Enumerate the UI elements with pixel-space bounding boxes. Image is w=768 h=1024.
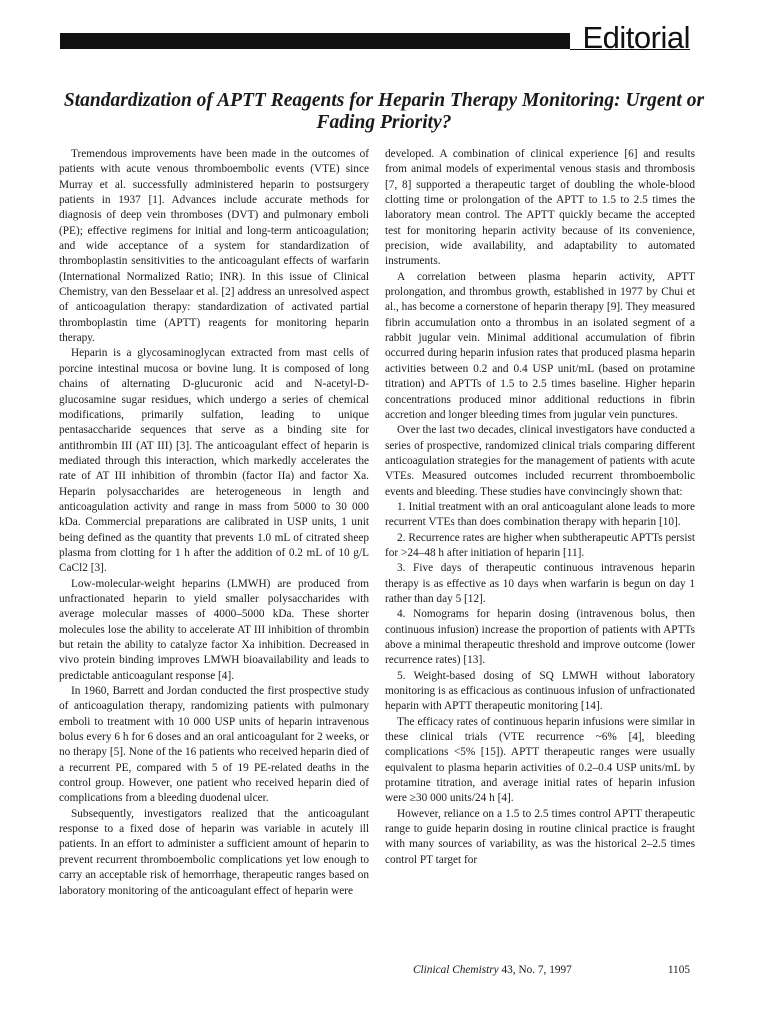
- header-bar: [60, 33, 570, 49]
- paragraph: Tremendous improvements have been made in the outcomes of patients with acute venous thromboembolic events (VTE) since Murray et al. successfully administered heparin to postsurgery patients in 1937 [1]. Advances include accurate methods for diagnosis of deep vein thromboses (DVT) and pulmonary emboli (PE); effective regimens for initial and long-term anticoagulation; and wide acceptance of a system for standardization of thromboplastin sensitivities to the anticoagulant effects of warfarin (International Normalized Ratio; INR). In this issue of Clinical Chemistry, van den Besselaar et al. [2] address an unresolved aspect of anticoagulation therapy: standardization of activated partial thromboplastin time (APTT) reagents for monitoring heparin therapy.: [59, 148, 369, 345]
- left-column: [59, 147, 369, 899]
- paragraph: Low-molecular-weight heparins (LMWH) are produced from unfractionated heparin to yield smaller polysaccharides with average molecular masses of 4000–5000 kDa. These shorter molecules lose the ability to accelerate AT III inhibition of thrombin but retain the ability to catalyze factor Xa inhibition. Decreased in vivo protein binding improves LMWH bioavailability and leads to predictable anticoagulant response [4].: [59, 577, 369, 682]
- list-item: 4. Nomograms for heparin dosing (intravenous bolus, then continuous infusion) increase the proportion of patients with APTTs above a minimal therapeutic threshold and improve outcome (lower recurrence rates) [13].: [385, 608, 695, 667]
- paragraph: Heparin is a glycosaminoglycan extracted from mast cells of porcine intestinal mucosa or bovine lung. It is composed of long chains of alternating D-glucuronic acid and N-acetyl-D-glucosamine sugar residues, which undergo a series of chemical modifications, primarily sulfation, leading to unique pentasaccharide sequences that serve as a binding site for antithrombin III (AT III) [3]. The anticoagulant effect of heparin is mediated through this interaction, which markedly accelerates the rate of AT III inhibition of thrombin (factor IIa) and factor Xa. Heparin polysaccharides are heterogeneous in length and anticoagulation activity and range in mass from 5000 to 30 000 kDa. Commercial preparations are calibrated in USP units, 1 unit being defined as the quantity that prevents 1.0 mL of citrated sheep plasma from clotting for 1 h after the addition of 0.2 mL of 10 g/L CaCl2 [3].: [59, 347, 369, 575]
- list-item: 2. Recurrence rates are higher when subtherapeutic APTTs persist for >24–48 h after initiation of heparin [11].: [385, 531, 695, 559]
- list-item: 1. Initial treatment with an oral anticoagulant alone leads to more recurrent VTEs than does combination therapy with heparin [10].: [385, 500, 695, 529]
- article-title: Standardization of APTT Reagents for Heparin Therapy Monitoring: Urgent or Fading Priority?: [63, 90, 705, 133]
- list-item: 5. Weight-based dosing of SQ LMWH without laboratory monitoring is as efficacious as continuous infusion of unfractionated heparin with APTT therapeutic monitoring [14].: [385, 669, 695, 713]
- list-item: 3. Five days of therapeutic continuous intravenous heparin therapy is as effective as 10 days when warfarin is begun on day 1 rather than day 5 [12].: [385, 562, 695, 605]
- paragraph: The efficacy rates of continuous heparin infusions were similar in these clinical trials (VTE recurrence ~6% [4], bleeding complications <5% [15]). APTT therapeutic ranges were usually equivalent to plasma heparin activities of 0.2–0.4 USP units/mL by protamine titration, and average initial rates of heparin infusion were ≥30 000 units/24 h [4].: [385, 715, 695, 805]
- paragraph: Over the last two decades, clinical investigators have conducted a series of prospective, randomized clinical trials comparing different anticoagulation strategies for the management of patients with acute VTEs. Measured outcomes included recurrent thromboembolic events and bleeding. These studies have convincingly shown that:: [385, 424, 695, 498]
- paragraph: A correlation between plasma heparin activity, APTT prolongation, and thrombus growth, established in 1977 by Chui et al., has become a cornerstone of heparin therapy [9]. They measured fibrin accumulation onto a thrombus in an isolated segment of a rabbit jugular vein. Minimal additional accumulation of fibrin occurred during heparin infusion rates that produced plasma heparin activities between 0.2 and 0.4 USP unit/mL (based on protamine titration) and APTTs of 1.5 to 2.5 times baseline. Higher heparin concentrations produced minor additional reductions in fibrin accretion and longer bleeding times from jugular vein punctures.: [385, 270, 695, 421]
- page-number: 1105: [667, 964, 690, 976]
- footer-citation: [413, 964, 572, 976]
- paragraph: Subsequently, investigators realized that the anticoagulant response to a fixed dose of heparin was variable in acutely ill patients. In an effort to administer a sufficient amount of heparin to prevent recurrent thromboembolic complications yet low enough to carry an acceptable risk of hemorrhage, therapeutic ranges based on laboratory monitoring of the anticoagulant effect of heparin were: [59, 807, 369, 897]
- section-label: Editorial: [582, 20, 690, 55]
- journal-issue: 43, No. 7, 1997: [501, 964, 572, 976]
- paragraph: However, reliance on a 1.5 to 2.5 times control APTT therapeutic range to guide heparin dosing in routine clinical practice is fraught with many sources of variability, as was the historical 2–2.5 times control PT target for: [385, 807, 695, 866]
- paragraph: In 1960, Barrett and Jordan conducted the first prospective study of anticoagulation therapy, randomizing patients with pulmonary emboli to treatment with 10 000 USP units of heparin intravenous bolus every 6 h for 6 doses and an oral anticoagulant for 2 weeks, or no therapy [5]. None of the 16 patients who received heparin died of a recurrent PE, compared with 5 of 19 PE-related deaths in the control group. However, one patient who received heparin died of complications from a bleeding duodenal ulcer.: [59, 685, 369, 805]
- paragraph: developed. A combination of clinical experience [6] and results from animal models of experimental venous stasis and thrombosis [7, 8] supported a therapeutic target of doubling the whole-blood clotting time or prolongation of the APTT to 1.5 to 2.5 times the laboratory mean control. The APTT quickly became the accepted test for monitoring heparin activity because of its convenience, precision, wide availability, and adaptability to automated instruments.: [385, 148, 695, 268]
- right-column: [385, 147, 695, 868]
- journal-name: Clinical Chemistry: [413, 964, 499, 976]
